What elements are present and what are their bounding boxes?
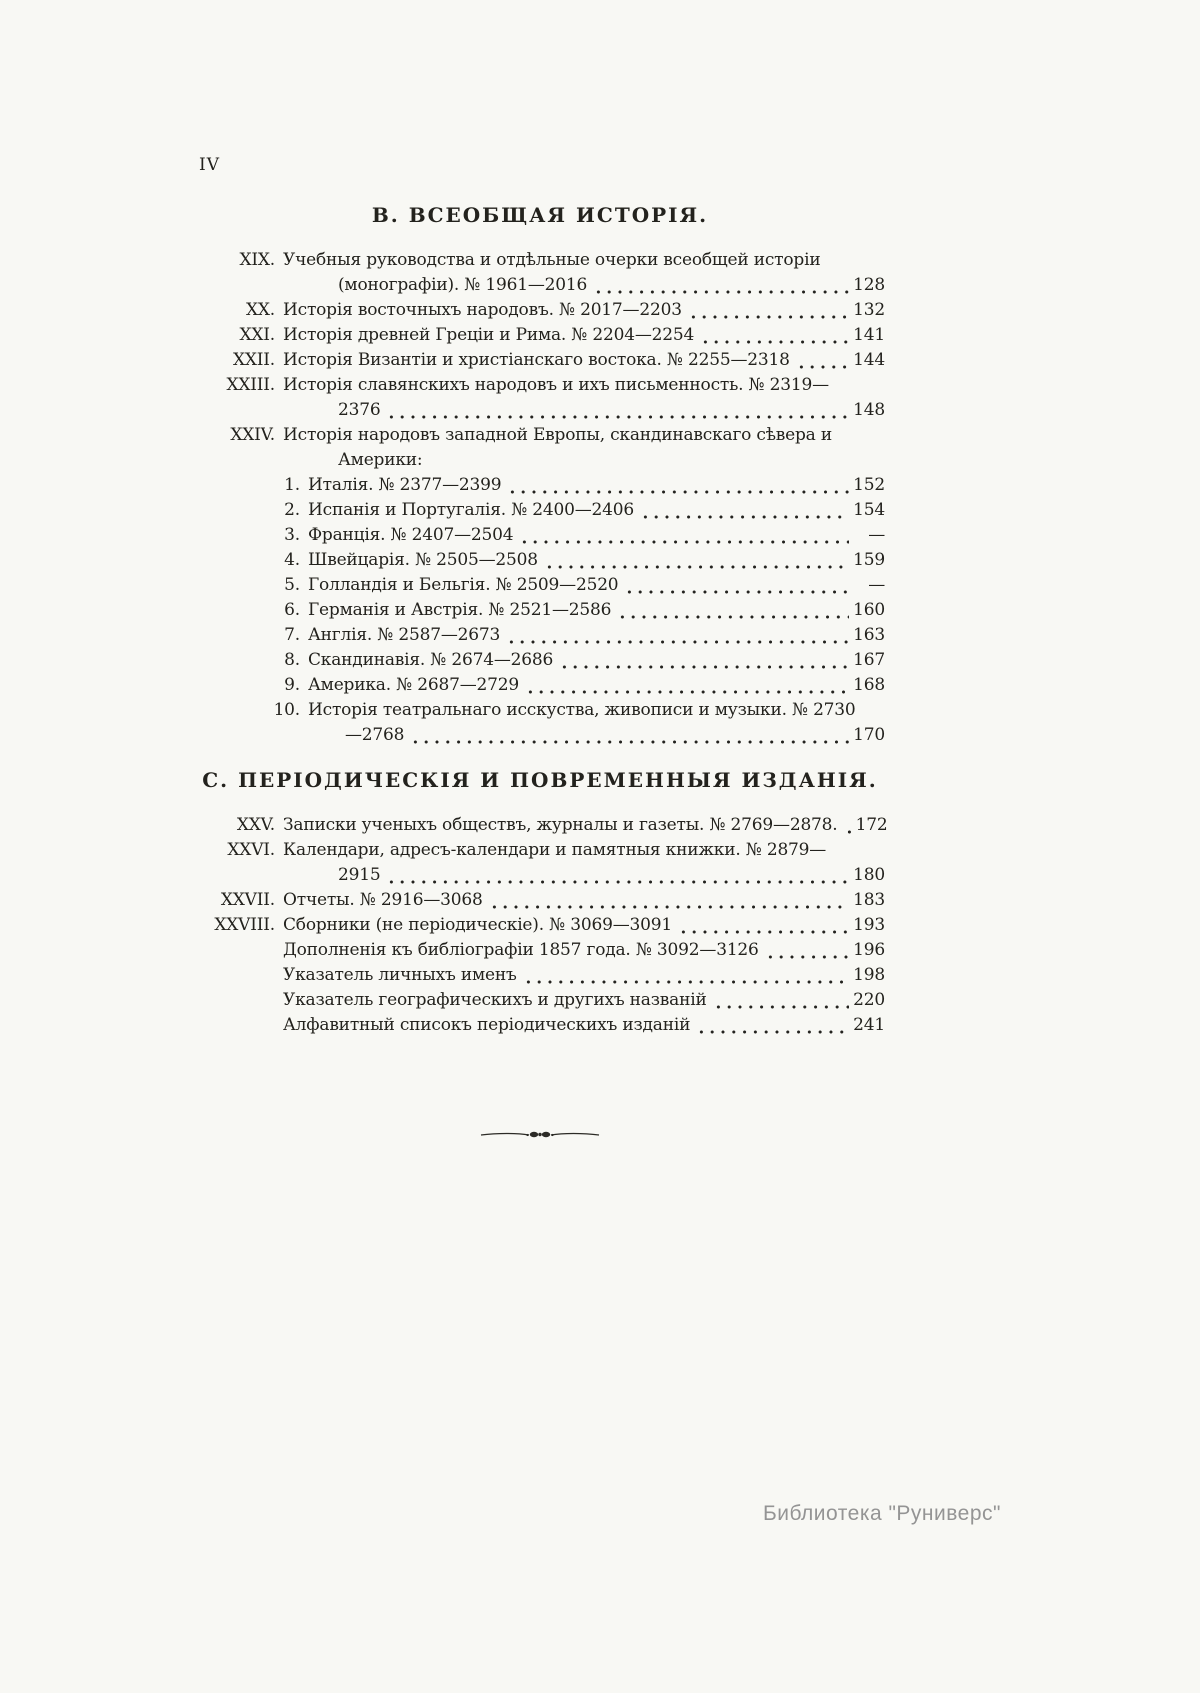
entry-title: Исторія восточныхъ народовъ. № 2017—2203 (283, 300, 682, 320)
page-folio: IV (199, 155, 220, 175)
entry-number: 10. (273, 700, 300, 720)
entry-number: XIX. (239, 250, 275, 270)
entry-title: Учебныя руководства и отдѣльные очерки всеобщей исторіи (283, 250, 821, 270)
entry-title: Алфавитный списокъ періодическихъ изданій (283, 1015, 691, 1035)
toc-entry-line (195, 473, 885, 498)
entry-number: 4. (284, 550, 300, 570)
toc-entry-line (195, 913, 885, 938)
dot-leader (386, 863, 849, 888)
entry-page-number: 128 (853, 275, 885, 295)
toc-entry-line (195, 673, 885, 698)
entry-number: 6. (284, 600, 300, 620)
entry-title: Америки: (338, 450, 423, 470)
entry-title: —2768 (345, 725, 405, 745)
toc-entry-line (195, 348, 885, 373)
entry-title: 2376 (338, 400, 381, 420)
dot-leader (410, 723, 849, 748)
entry-title: Италія. № 2377—2399 (308, 475, 502, 495)
toc-entry-line (195, 523, 885, 548)
entry-title: Указатель географическихъ и другихъ названій (283, 990, 707, 1010)
entry-title: Голландія и Бельгія. № 2509—2520 (308, 575, 619, 595)
entry-number: XXVI. (227, 840, 275, 860)
dot-leader (688, 298, 849, 323)
entry-page-number: 154 (853, 500, 885, 520)
dot-leader (617, 598, 849, 623)
toc-entry-line (195, 573, 885, 598)
dot-leader (506, 623, 849, 648)
entry-page-number: 168 (853, 675, 885, 695)
dot-leader (678, 913, 849, 938)
entry-page-number: 180 (853, 865, 885, 885)
entry-page-number: 163 (853, 625, 885, 645)
toc-entry-line (195, 623, 885, 648)
toc-entry-line (195, 248, 885, 273)
toc-entry-continuation (195, 398, 885, 423)
dot-leader (796, 348, 849, 373)
toc-entry-line (195, 888, 885, 913)
entry-title: 2915 (338, 865, 381, 885)
toc-entry-line (195, 813, 888, 838)
entry-page-number: 172 (855, 815, 888, 835)
entry-title: Календари, адресъ-календари и памятныя книжки. № 2879— (283, 840, 827, 860)
entry-title: (монографіи). № 1961—2016 (338, 275, 588, 295)
toc-entry-continuation (195, 273, 885, 298)
toc-entry-line (195, 698, 885, 723)
entry-number: XX. (245, 300, 275, 320)
toc-entry-continuation (195, 723, 885, 748)
toc-entry-line (195, 323, 885, 348)
entry-page-number: 183 (853, 890, 885, 910)
dot-leader (386, 398, 849, 423)
entry-page-number: — (868, 525, 885, 545)
entry-title: Скандинавія. № 2674—2686 (308, 650, 554, 670)
section-heading: С. ПЕРІОДИЧЕСКІЯ И ПОВРЕМЕННЫЯ ИЗДАНІЯ. (202, 768, 878, 792)
dot-leader (844, 813, 852, 838)
entry-page-number: 148 (853, 400, 885, 420)
dot-leader (507, 473, 849, 498)
entry-number: 8. (284, 650, 300, 670)
entry-title: Англія. № 2587—2673 (308, 625, 501, 645)
entry-page-number: 144 (853, 350, 885, 370)
entry-page-number: 220 (853, 990, 885, 1010)
entry-page-number: — (868, 575, 885, 595)
dot-leader (624, 573, 849, 598)
toc-entry-line (195, 988, 885, 1013)
entry-number: XXVIII. (214, 915, 275, 935)
toc-entry-line (195, 298, 885, 323)
toc-entry-line (195, 1013, 885, 1038)
divider-ornament (195, 1126, 885, 1146)
entry-page-number: 198 (853, 965, 885, 985)
toc-section (195, 203, 885, 748)
entry-page-number: 241 (853, 1015, 885, 1035)
entry-page-number: 152 (853, 475, 885, 495)
entry-page-number: 193 (853, 915, 885, 935)
dot-leader (696, 1013, 849, 1038)
toc-entry-continuation (195, 863, 885, 888)
entry-number: XXIII. (226, 375, 275, 395)
entry-number: XXI. (239, 325, 275, 345)
entry-number: 3. (284, 525, 300, 545)
entry-number: 2. (284, 500, 300, 520)
toc-entry-line (195, 373, 885, 398)
toc-entry-line (195, 838, 885, 863)
entry-number: 7. (284, 625, 300, 645)
entry-title: Исторія народовъ западной Европы, скандинавскаго сѣвера и (283, 425, 832, 445)
entry-title: Сборники (не періодическіе). № 3069—3091 (283, 915, 672, 935)
section-entries (195, 248, 885, 748)
dot-leader (544, 548, 849, 573)
entry-title: Германія и Австрія. № 2521—2586 (308, 600, 612, 620)
entry-page-number: 196 (853, 940, 885, 960)
section-heading: В. ВСЕОБЩАЯ ИСТОРІЯ. (371, 203, 709, 227)
entry-title: Исторія древней Греціи и Рима. № 2204—2254 (283, 325, 695, 345)
dot-leader (525, 673, 849, 698)
entry-title: Указатель личныхъ именъ (283, 965, 517, 985)
entry-number: 9. (284, 675, 300, 695)
toc-section (195, 768, 888, 1038)
toc-entry-line (195, 963, 885, 988)
entry-page-number: 160 (853, 600, 885, 620)
entry-title: Исторія славянскихъ народовъ и ихъ письменность. № 2319— (283, 375, 829, 395)
entry-number: XXII. (232, 350, 275, 370)
dot-leader (593, 273, 849, 298)
dot-leader (519, 523, 849, 548)
section-entries (195, 813, 888, 1038)
entry-title: Исторія Византіи и христіанскаго востока. № 2255—2318 (283, 350, 790, 370)
toc-entry-line (195, 938, 885, 963)
toc-entry-line (195, 648, 885, 673)
entry-number: 5. (284, 575, 300, 595)
entry-title: Америка. № 2687—2729 (308, 675, 519, 695)
dot-leader (640, 498, 849, 523)
toc-entry-line (195, 598, 885, 623)
toc-entry-line (195, 498, 885, 523)
dot-leader (700, 323, 849, 348)
dot-leader (489, 888, 849, 913)
entry-title: Швейцарія. № 2505—2508 (308, 550, 538, 570)
toc-entry-line (195, 423, 885, 448)
entry-number: XXVII. (220, 890, 275, 910)
entry-title: Дополненія къ библіографіи 1857 года. № 3092—3126 (283, 940, 759, 960)
entry-page-number: 167 (853, 650, 885, 670)
entry-page-number: 170 (853, 725, 885, 745)
watermark: Библиотека "Руниверс" (762, 1502, 1001, 1525)
toc-content (195, 203, 888, 1038)
entry-title: Исторія театральнаго исскуства, живописи и музыки. № 2730 (308, 700, 856, 720)
ornament-graphic (477, 1126, 603, 1142)
entry-page-number: 132 (853, 300, 885, 320)
entry-page-number: 141 (853, 325, 885, 345)
entry-number: 1. (284, 475, 300, 495)
toc-entry-line (195, 548, 885, 573)
dot-leader (765, 938, 849, 963)
dot-leader (713, 988, 849, 1013)
entry-title: Испанія и Португалія. № 2400—2406 (308, 500, 635, 520)
entry-title: Отчеты. № 2916—3068 (283, 890, 483, 910)
entry-number: XXV. (236, 815, 275, 835)
toc-entry-continuation (195, 448, 885, 473)
entry-page-number: 159 (853, 550, 885, 570)
dot-leader (559, 648, 849, 673)
entry-title: Записки ученыхъ обществъ, журналы и газеты. № 2769—2878. (283, 815, 838, 835)
dot-leader (523, 963, 849, 988)
entry-number: XXIV. (230, 425, 275, 445)
entry-title: Франція. № 2407—2504 (308, 525, 514, 545)
